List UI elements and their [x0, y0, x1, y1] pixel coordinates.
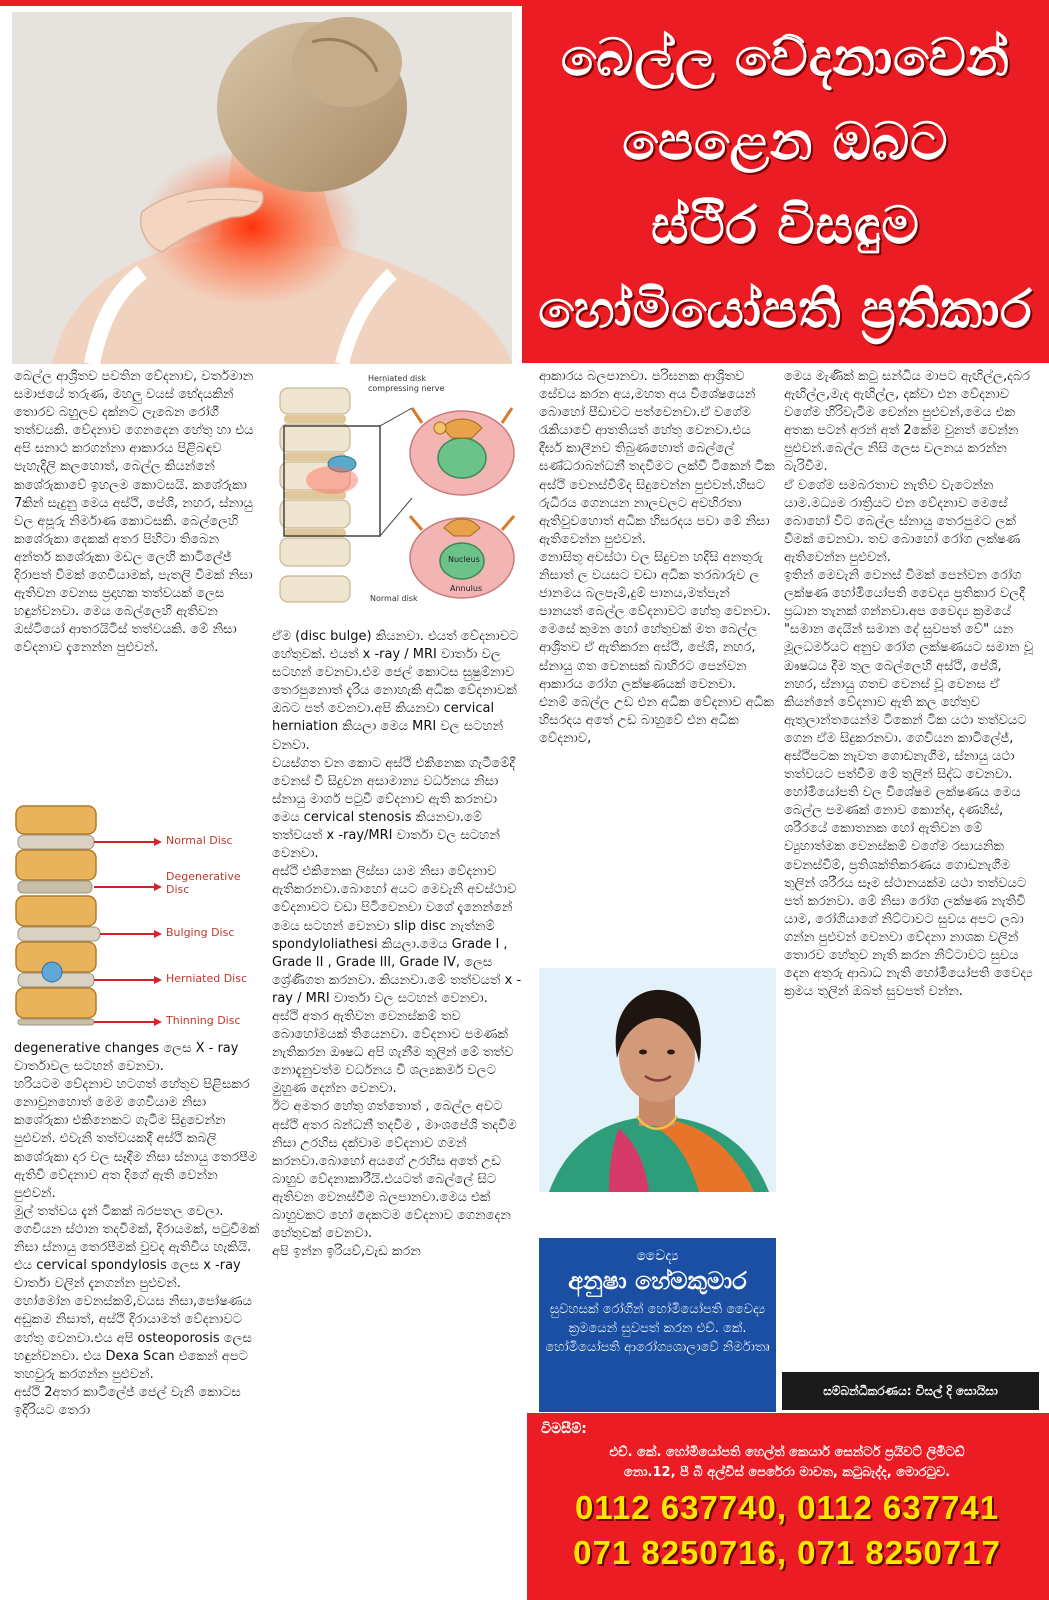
neck-pain-illustration	[12, 12, 512, 364]
doctor-portrait-illustration	[539, 968, 776, 1192]
herniated-disk-diagram	[272, 368, 522, 614]
contact-box	[527, 1413, 1049, 1600]
disc-label-normal: Normal Disc	[166, 834, 233, 847]
disc-label-thinning: Thinning Disc	[166, 1014, 241, 1027]
top-red-rule	[0, 0, 522, 6]
headline-line-3: ස්ථිර විසඳුම	[651, 196, 920, 256]
contact-address: නො.12, පී බී අල්විස් පෙරේරා මාවත, කටුබැද්ද, මොරටුව.	[623, 1465, 951, 1480]
contact-phones-line1: 0112 637740, 0112 637741	[574, 1489, 1000, 1526]
headline-line-2: පෙළෙන ඔබට	[622, 112, 949, 172]
contact-phones-line2: 071 8250716, 071 8250717	[573, 1534, 1001, 1571]
nucleus-label: Nucleus	[448, 555, 480, 564]
article-col1-top: බෙල්ල ආශ්‍රිතව පවතින වේදනාව, වර්තමාන සමාජයේ තරුණ, මහලු වයස් භේදයකින් තොරව බහුලව දක්නට ලැබෙන රෝගී තත්වයකි. වේදනාව ගෙනදෙන හේතු හා එය අපි සනාථ කරගන්නා ආකාරය පිළිබඳව පැහැදිලි කලහොත්, බෙල්ල කියන්නේ කශේරුකාවේ ඉහලම කොටසයි. කශේරුකා 7කින් සැදුනු මෙය අස්ථි, පේශි, නහර, ස්නායු වල අපූරු නිර්මාණ කොටසකි. බෙල්ලෙහි කශේරුකා දෙකක් අතර පිහිටා තිබෙන අන්තර් කශේරුකා මඩල ලෙහි කාටිලේජ් දිරාපත් වීමක් ගෙවියාමක්, පැතලි වීමක් නිසා ඇතිවන වෙනස ප්‍රදාහක තත්වයක් ලෙස හඳුන්වනවා. මෙය බෙල්ලෙහි ඇතිවන ඔස්ටියෝ ආතරයිටිස් තත්වයකි. මේ නිසා වේදනාව දැනෙන්න පුළුවන්.	[14, 369, 254, 656]
disc-stages-figure	[14, 804, 260, 1030]
doctor-description: සුවහසක් රෝගීන් හෝමියෝපති වෛද්‍ය ක්‍රමයෙන් සුවපත් කරන එච්. කේ. හෝමියෝපති ආරෝග්‍යශාලාවේ නිර්මාතෘ	[545, 1302, 770, 1355]
headline-line-1: බෙල්ල වේදනාවෙන්	[560, 28, 1011, 88]
article-col3: ආකාරය බලපානවා. පරිඝනක ආශ්‍රිතව සේවය කරන අය,මහත අය විශේෂයෙන් බොහෝ පීඩාවට පත්වෙනවා.ඒ වගේම රැකියාවේ ආතතියත් හේතු වෙනවා.එය දීර්ඝ කාලීනව තිබුණහොත් බෙල්ලේ ඝණ්ධරාබන්ධනී තදවීමට ලක්වී ටිකෙන් ටික අස්ථි වෙනස්වීම්ද සිදුවෙන්න පුළුවන්.හිසට රුධිරය ගෙනයන නාලවලට අවහිරතා ඇතිවුවහොත් අධික හිසරදය පවා මේ නිසා ඇතිවෙන්න පුළුවන්. නොසිතූ අවස්ථා වල සිදුවන හදිසි අනතුරු නිසාත් ල වයසට වඩා අධික තරබාරුව ල ජානමය බලපෑම්,දුම් පානය,මත්පැන් පානයත් බෙල්ල වේදනාවට හේතු වෙනවා. මෙසේ කුමන හෝ හේතුවක් මත බෙල්ල ආශ්‍රිතව ඒ ඇතිකරන අස්ථි, පේශි, නහර, ස්නායු ගත වෙනසක් බාහිරට පෙන්වන ආකාරය රෝග ලක්ෂණයක් වෙනවා. එනම් බෙල්ල උඩ එන අධික වේදනාව අධික හිසරදය අතේ උඩ බාහුවේ එන අධික වේදනාව,	[539, 369, 775, 746]
doctor-info-box	[539, 1238, 776, 1412]
neck-pain-photo	[12, 12, 512, 364]
article-col1-bottom: degenerative changes ලෙස X - ray වාර්තාවල සටහන් වෙනවා. හරියටම වේදනාව හටගත් හේතුව පිළිසකර නොවුනහොත් මෙම ගෙවියාම නිසා කශේරුකා එකිනෙකට ගැටීම සිදුවෙන්න පුළුවන්. එවැනි තත්වයකදී අස්ථි කබලි කශේරුකා දාර වල සෑදීම නිසා ස්නායු තෙරපීම ඇතිවී වේදනාව අත දිගේ ඇති වෙන්න පුළුවන්. මුල් තත්වය දැන් ටිකක් බරපතල වෙලා. ගෙවියන ස්ථාන තදවීමක්, දිරායමක්, පටුවීමක් නිසා ස්නායු තෙරපීමක් වුවද ඇතිවිය හැකියි. එය cervical spondylosis ලෙස x -ray වාර්තා වලින් දැනගන්න පුළුවන්. හෝමෝන වෙනස්කම්,වයස නිසා,පෝෂණය අඩුකම නිසාත්, අස්ථි දිරායාමත් වේදනාවට හේතු වෙනවා.එය අපි osteoporosis ලෙස හඳුන්වනවා. එය Dexa Scan එකෙන් අපට තහවුරු කරගන්න පුළුවන්. අස්ථි 2අතර කාටිලේජ් ජෙල් වැනි කොටස ඉදිරියට තෙරා	[14, 1041, 260, 1418]
normal-disk-label: Normal disk	[370, 594, 418, 603]
contact-label: විමසීම්:	[541, 1421, 587, 1437]
annulus-label: Annulus	[450, 584, 483, 593]
article-col2: ඒම (disc bulge) කියනවා. එයත් වේදනාවට හේතුවක්. එයත් x -ray / MRI වාර්තා වල සටහන් වෙනවා.එම ජෙල් කොටස සුෂුම්නාව තෙරපුනොත් දැරිය නොහැකි අධික වේදනාවක් ඔබට පත් වෙනවා.අපි කියනවා cervical herniation කියලා මෙය MRI වල සටහන් වනවා. වයස්ගත වන කොට අස්ථි එකිනෙක ගැටීමේදී වෙනස් වී සිදුවන අසාමාන්‍ය වර්ධනය නිසා ස්නායු මාර්ග පටුවී වේදනාව ඇති කරනවා මෙය cervical stenosis කියනවා.මේ තත්වයත් x -ray/MRI වාර්තා වල සටහන් වෙනවා. අස්ථි එකිනෙක ලිස්සා යාම නිසා වේදනාව ඇතිකරනවා.බොහෝ අයට මෙවැනි අවස්ථාව වේදනාවට වඩා පිටිවෙනවා වගේ දැනෙන්නේ මෙය සටහන් වෙනවා slip disc නැත්නම් spondyloliathesi කියලා.මෙය Grade I , Grade II , Grade III, Grade IV, ලෙස ශ්‍රේණිගත කරනවා. කියනවා.මේ තත්වයත් x -ray / MRI වාර්තා වල සටහන් වෙනවා. අස්ථි අතර ඇතිවන වෙනස්කම් තව බොහෝමයක් තියෙනවා. වේදනාව පමණක් නැතිකරන ඖෂධ අපි ගැනීම තුලින් මේ තත්ව නොදැනුවත්ම වර්ධනය වී ශල්‍යකර්ම වලට මුහුණ දෙන්න වෙනවා. ඊට අමතර හේතු ගත්තොත් , බෙල්ල අවට අස්ථි අතර බන්ධනී තදවීම , මාංශපේශි තදවීම නිසා උරහිස දක්වාම වේදනාව ගමන් කරනවා.බොහෝ අයගේ උරහිස අතේ උඩ බාහුව වේදනාකාරීයි.එයටත් බෙල්ලේ සිට ඇතිවන වෙනස්වීම බලපානවා.මෙය එක් බාහුවකට හෝ දෙකටම වේදනාව ගෙනදෙන හේතුවක් වෙනවා. අපි ඉන්න ඉරියව්,වැඩ කරන	[272, 629, 522, 1260]
disc-label-bulging: Bulging Disc	[166, 926, 235, 939]
doctor-portrait	[539, 968, 776, 1192]
herniated-disk-label: Herniated disk compressing nerve	[368, 374, 445, 393]
doctor-title: වෛද්‍ය	[636, 1248, 679, 1264]
headline-line-4: හෝමියෝපති ප්‍රතිකාර	[538, 280, 1033, 340]
coordinator-credit: සම්බන්ධීකරණය: විසල් දි සොයිසා	[782, 1372, 1039, 1410]
contact-company: එච්. කේ. හෝමියෝපති හෙල්ත් කෙයාර් සෙන්ටර් ප්‍රයිවට් ලිමිටඩ්	[609, 1445, 965, 1460]
doctor-name: අනුෂා හේමකුමාර	[568, 1267, 747, 1295]
herniated-disk-figure	[272, 368, 522, 614]
disc-label-degenerative: Degenerative Disc	[166, 870, 241, 896]
disc-label-herniated: Herniated Disc	[166, 972, 248, 985]
article-col4: මෙය මැණික් කටු සන්ධිය මාපට ඇඟිල්ල,දබර ඇඟිල්ල,මැද ඇඟිල්ල, දක්වා එන වේදනාව වගේම හිරිවැටීම වෙන්න පුළුවන්,මෙය එක අතක පටන් අරන් අත් 2කේම වුනත් වෙන්න පුළුවන්.බෙල්ල නිසි ලෙස චලනය කරන්න බැරිවීම. ඒ වගේම සමබරතාව නැතිව වැටෙන්න යාම.මධ්‍යම රාත්‍රියට එන වේදනාව මෙසේ බොහෝ විට බෙල්ල ස්නායු තෙරපුමට ලක් වීමක් වෙනවා. තව බොහෝ රෝග ලක්ෂණ ඇතිවෙන්න පුළුවන්. ඉතින් මෙවැනි වෙනස් වීමක් පෙන්වන රෝග ලක්ෂණ හෝමියෝපති වෛද්‍ය ප්‍රතිකාර වලදී ප්‍රධාන තැනක් ගන්නවා.අප වෛද්‍ය ක්‍රමයේ "සමාන දෙයින් සමාන දේ සුවපත් වේ" යන මූලධර්මයට අනුව රෝග ලක්ෂණයට සමාන වූ ඖෂධය දීම තුල බෙල්ලෙහි අස්ථි, පේශි, නහර, ස්නායු ගතව වෙනස් වූ වෙනස ඒ කියන්නේ වේදනාව ඇති කල හේතුව ඇතුලාන්තයෙන්ම ටිකෙන් ටික යථා තත්වයට ගෙන ඒම සිදුකරනවා. ගෙවියන කාටිලේජ්, අස්ථිපටක නැවත ගොඩනැගීම, ස්නායු යථා තත්වයට පත්වීම මේ තුලින් සිද්ධ වෙනවා. හෝමියෝපති වල විශේෂම ලක්ෂණය මෙය බෙල්ල පමණක් නොව කොන්ද, දණහිස්, ශරීරයේ කොතනක හෝ ඇතිවන මේ ව්‍යුහාත්මක වෙනස්කම් වගේම රසායනික වෙනස්වීම්, ප්‍රතිශක්තිකරණය ගොඩනැගීම තුලින් ශරීරය සෑම ස්ථානයක්ම යථා තත්වයට පත් කරනවා. මේ නිසා රෝග ලක්ෂණ නැතිවී යාම, රෝගියාගේ නිට්ටාවට සුවය අපට ලබා ගන්න පුළුවන් වෙනවා වේදනා නාශක වලින් තොරව හේතුව නැති කරන නිට්ටාවට සුවය දෙන අතුරු ආබාධ නැති හෝමියෝපති වෛද්‍ය ක්‍රමය තුලින් ඔබත් සුවපත් වන්න.	[784, 369, 1034, 1000]
headline-box	[522, 0, 1049, 363]
